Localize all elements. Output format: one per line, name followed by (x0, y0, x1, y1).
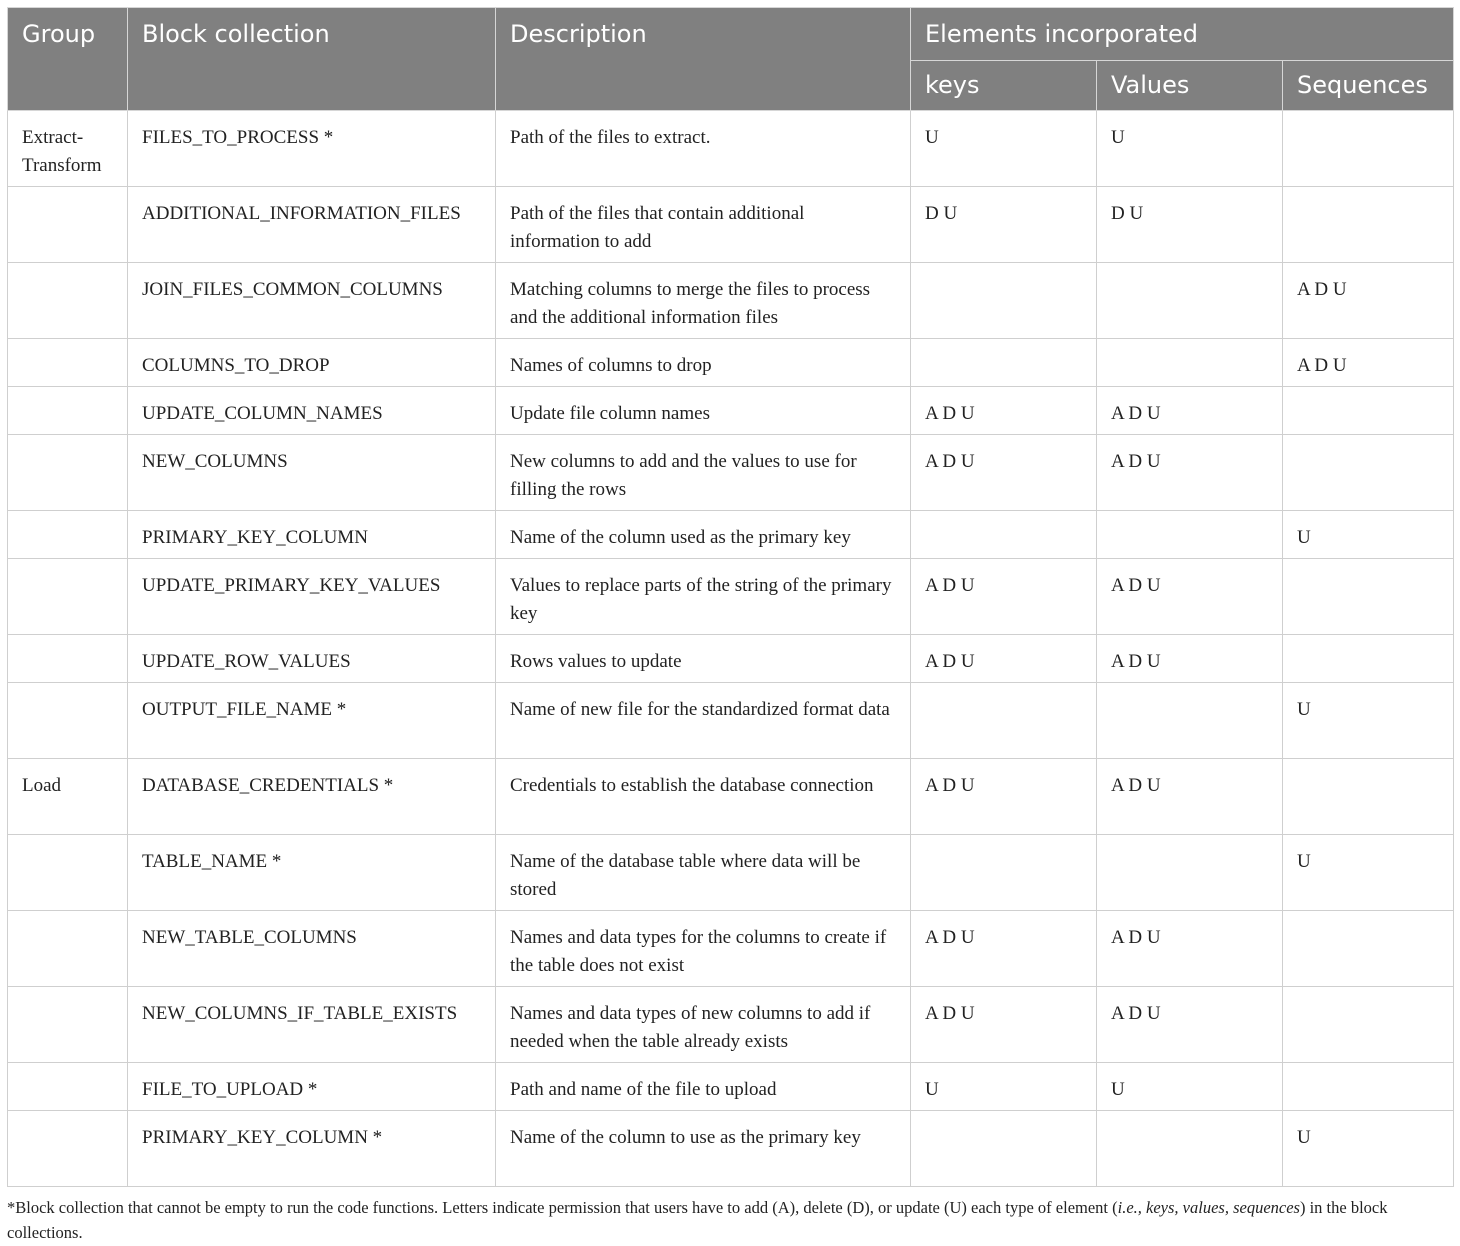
cell-keys (911, 835, 1097, 911)
cell-sequences (1283, 987, 1454, 1063)
cell-values: A D U (1097, 759, 1283, 835)
header-values: Values (1097, 60, 1283, 111)
cell-description: Name of the column used as the primary key (496, 511, 911, 559)
cell-block: OUTPUT_FILE_NAME * (128, 683, 496, 759)
cell-sequences (1283, 435, 1454, 511)
cell-keys: A D U (911, 435, 1097, 511)
cell-group (8, 435, 128, 511)
footnote-text-before: *Block collection that cannot be empty to run the code functions. Letters indicate permission that users have to add (A), delete (D), or update (U) each type of element ( (7, 1198, 1118, 1217)
table-row (8, 1111, 1454, 1187)
cell-values (1097, 339, 1283, 387)
cell-values: U (1097, 111, 1283, 187)
table-row (8, 635, 1454, 683)
cell-values: A D U (1097, 987, 1283, 1063)
table-row (8, 835, 1454, 911)
footnote-text-after: ) in the block collections. (7, 1198, 1388, 1242)
table-row (8, 683, 1454, 759)
cell-block: ADDITIONAL_INFORMATION_FILES (128, 187, 496, 263)
cell-sequences (1283, 1063, 1454, 1111)
cell-group (8, 387, 128, 435)
cell-keys: U (911, 111, 1097, 187)
cell-group (8, 1063, 128, 1111)
table-row (8, 187, 1454, 263)
cell-group (8, 263, 128, 339)
cell-block: PRIMARY_KEY_COLUMN * (128, 1111, 496, 1187)
cell-group (8, 987, 128, 1063)
cell-group (8, 635, 128, 683)
cell-sequences (1283, 559, 1454, 635)
cell-group (8, 187, 128, 263)
cell-description: New columns to add and the values to use for filling the rows (496, 435, 911, 511)
cell-description: Path of the files that contain additional information to add (496, 187, 911, 263)
cell-values (1097, 835, 1283, 911)
cell-keys: A D U (911, 987, 1097, 1063)
cell-block: NEW_COLUMNS (128, 435, 496, 511)
cell-block: FILES_TO_PROCESS * (128, 111, 496, 187)
cell-description: Matching columns to merge the files to process and the additional information files (496, 263, 911, 339)
cell-sequences: U (1283, 511, 1454, 559)
cell-values: A D U (1097, 911, 1283, 987)
cell-block: UPDATE_PRIMARY_KEY_VALUES (128, 559, 496, 635)
table-row (8, 511, 1454, 559)
cell-keys (911, 339, 1097, 387)
cell-block: JOIN_FILES_COMMON_COLUMNS (128, 263, 496, 339)
table-row (8, 387, 1454, 435)
cell-block: COLUMNS_TO_DROP (128, 339, 496, 387)
cell-keys: D U (911, 187, 1097, 263)
cell-description: Path of the files to extract. (496, 111, 911, 187)
cell-values (1097, 683, 1283, 759)
cell-group (8, 683, 128, 759)
cell-values: A D U (1097, 635, 1283, 683)
cell-group: Load (8, 759, 128, 835)
cell-group: Extract-Transform (8, 111, 128, 187)
cell-keys: A D U (911, 635, 1097, 683)
cell-block: NEW_COLUMNS_IF_TABLE_EXISTS (128, 987, 496, 1063)
cell-block: UPDATE_ROW_VALUES (128, 635, 496, 683)
cell-sequences (1283, 759, 1454, 835)
cell-group (8, 835, 128, 911)
cell-values (1097, 1111, 1283, 1187)
header-sequences: Sequences (1283, 60, 1454, 111)
cell-description: Names and data types for the columns to create if the table does not exist (496, 911, 911, 987)
table-row (8, 1063, 1454, 1111)
table-row (8, 559, 1454, 635)
cell-keys (911, 683, 1097, 759)
block-collections-table (7, 7, 1454, 1187)
cell-sequences (1283, 111, 1454, 187)
table-row (8, 339, 1454, 387)
cell-sequences: U (1283, 683, 1454, 759)
cell-sequences: A D U (1283, 339, 1454, 387)
cell-values: A D U (1097, 387, 1283, 435)
cell-group (8, 339, 128, 387)
cell-sequences: U (1283, 835, 1454, 911)
header-group: Group (8, 8, 128, 111)
cell-description: Credentials to establish the database connection (496, 759, 911, 835)
cell-description: Name of the database table where data will be stored (496, 835, 911, 911)
table-row (8, 987, 1454, 1063)
cell-block: FILE_TO_UPLOAD * (128, 1063, 496, 1111)
table-row (8, 435, 1454, 511)
cell-group (8, 511, 128, 559)
cell-keys: A D U (911, 387, 1097, 435)
cell-sequences: A D U (1283, 263, 1454, 339)
footnote-italic-examples: i.e., keys, values, sequences (1117, 1198, 1300, 1217)
header-elements-incorporated: Elements incorporated (911, 8, 1454, 61)
table-row (8, 759, 1454, 835)
table-row (8, 911, 1454, 987)
cell-keys: U (911, 1063, 1097, 1111)
cell-values: A D U (1097, 435, 1283, 511)
cell-sequences (1283, 187, 1454, 263)
cell-keys: A D U (911, 559, 1097, 635)
header-description: Description (496, 8, 911, 111)
cell-values (1097, 263, 1283, 339)
cell-group (8, 911, 128, 987)
cell-keys (911, 511, 1097, 559)
cell-description: Path and name of the file to upload (496, 1063, 911, 1111)
cell-description: Values to replace parts of the string of the primary key (496, 559, 911, 635)
cell-values (1097, 511, 1283, 559)
cell-description: Names and data types of new columns to add if needed when the table already exists (496, 987, 911, 1063)
cell-block: UPDATE_COLUMN_NAMES (128, 387, 496, 435)
block-collections-table-container (7, 7, 1453, 1187)
cell-values: D U (1097, 187, 1283, 263)
cell-block: TABLE_NAME * (128, 835, 496, 911)
cell-description: Update file column names (496, 387, 911, 435)
cell-keys: A D U (911, 759, 1097, 835)
cell-description: Name of new file for the standardized format data (496, 683, 911, 759)
cell-description: Name of the column to use as the primary key (496, 1111, 911, 1187)
cell-description: Rows values to update (496, 635, 911, 683)
table-row (8, 263, 1454, 339)
cell-block: PRIMARY_KEY_COLUMN (128, 511, 496, 559)
cell-block: NEW_TABLE_COLUMNS (128, 911, 496, 987)
cell-description: Names of columns to drop (496, 339, 911, 387)
cell-keys (911, 263, 1097, 339)
table-row (8, 111, 1454, 187)
cell-group (8, 1111, 128, 1187)
cell-keys (911, 1111, 1097, 1187)
cell-block: DATABASE_CREDENTIALS * (128, 759, 496, 835)
cell-values: A D U (1097, 559, 1283, 635)
cell-sequences (1283, 387, 1454, 435)
cell-group (8, 559, 128, 635)
cell-sequences: U (1283, 1111, 1454, 1187)
cell-sequences (1283, 635, 1454, 683)
cell-sequences (1283, 911, 1454, 987)
header-block-collection: Block collection (128, 8, 496, 111)
cell-keys: A D U (911, 911, 1097, 987)
cell-values: U (1097, 1063, 1283, 1111)
header-keys: keys (911, 60, 1097, 111)
table-footnote (7, 1195, 1457, 1245)
